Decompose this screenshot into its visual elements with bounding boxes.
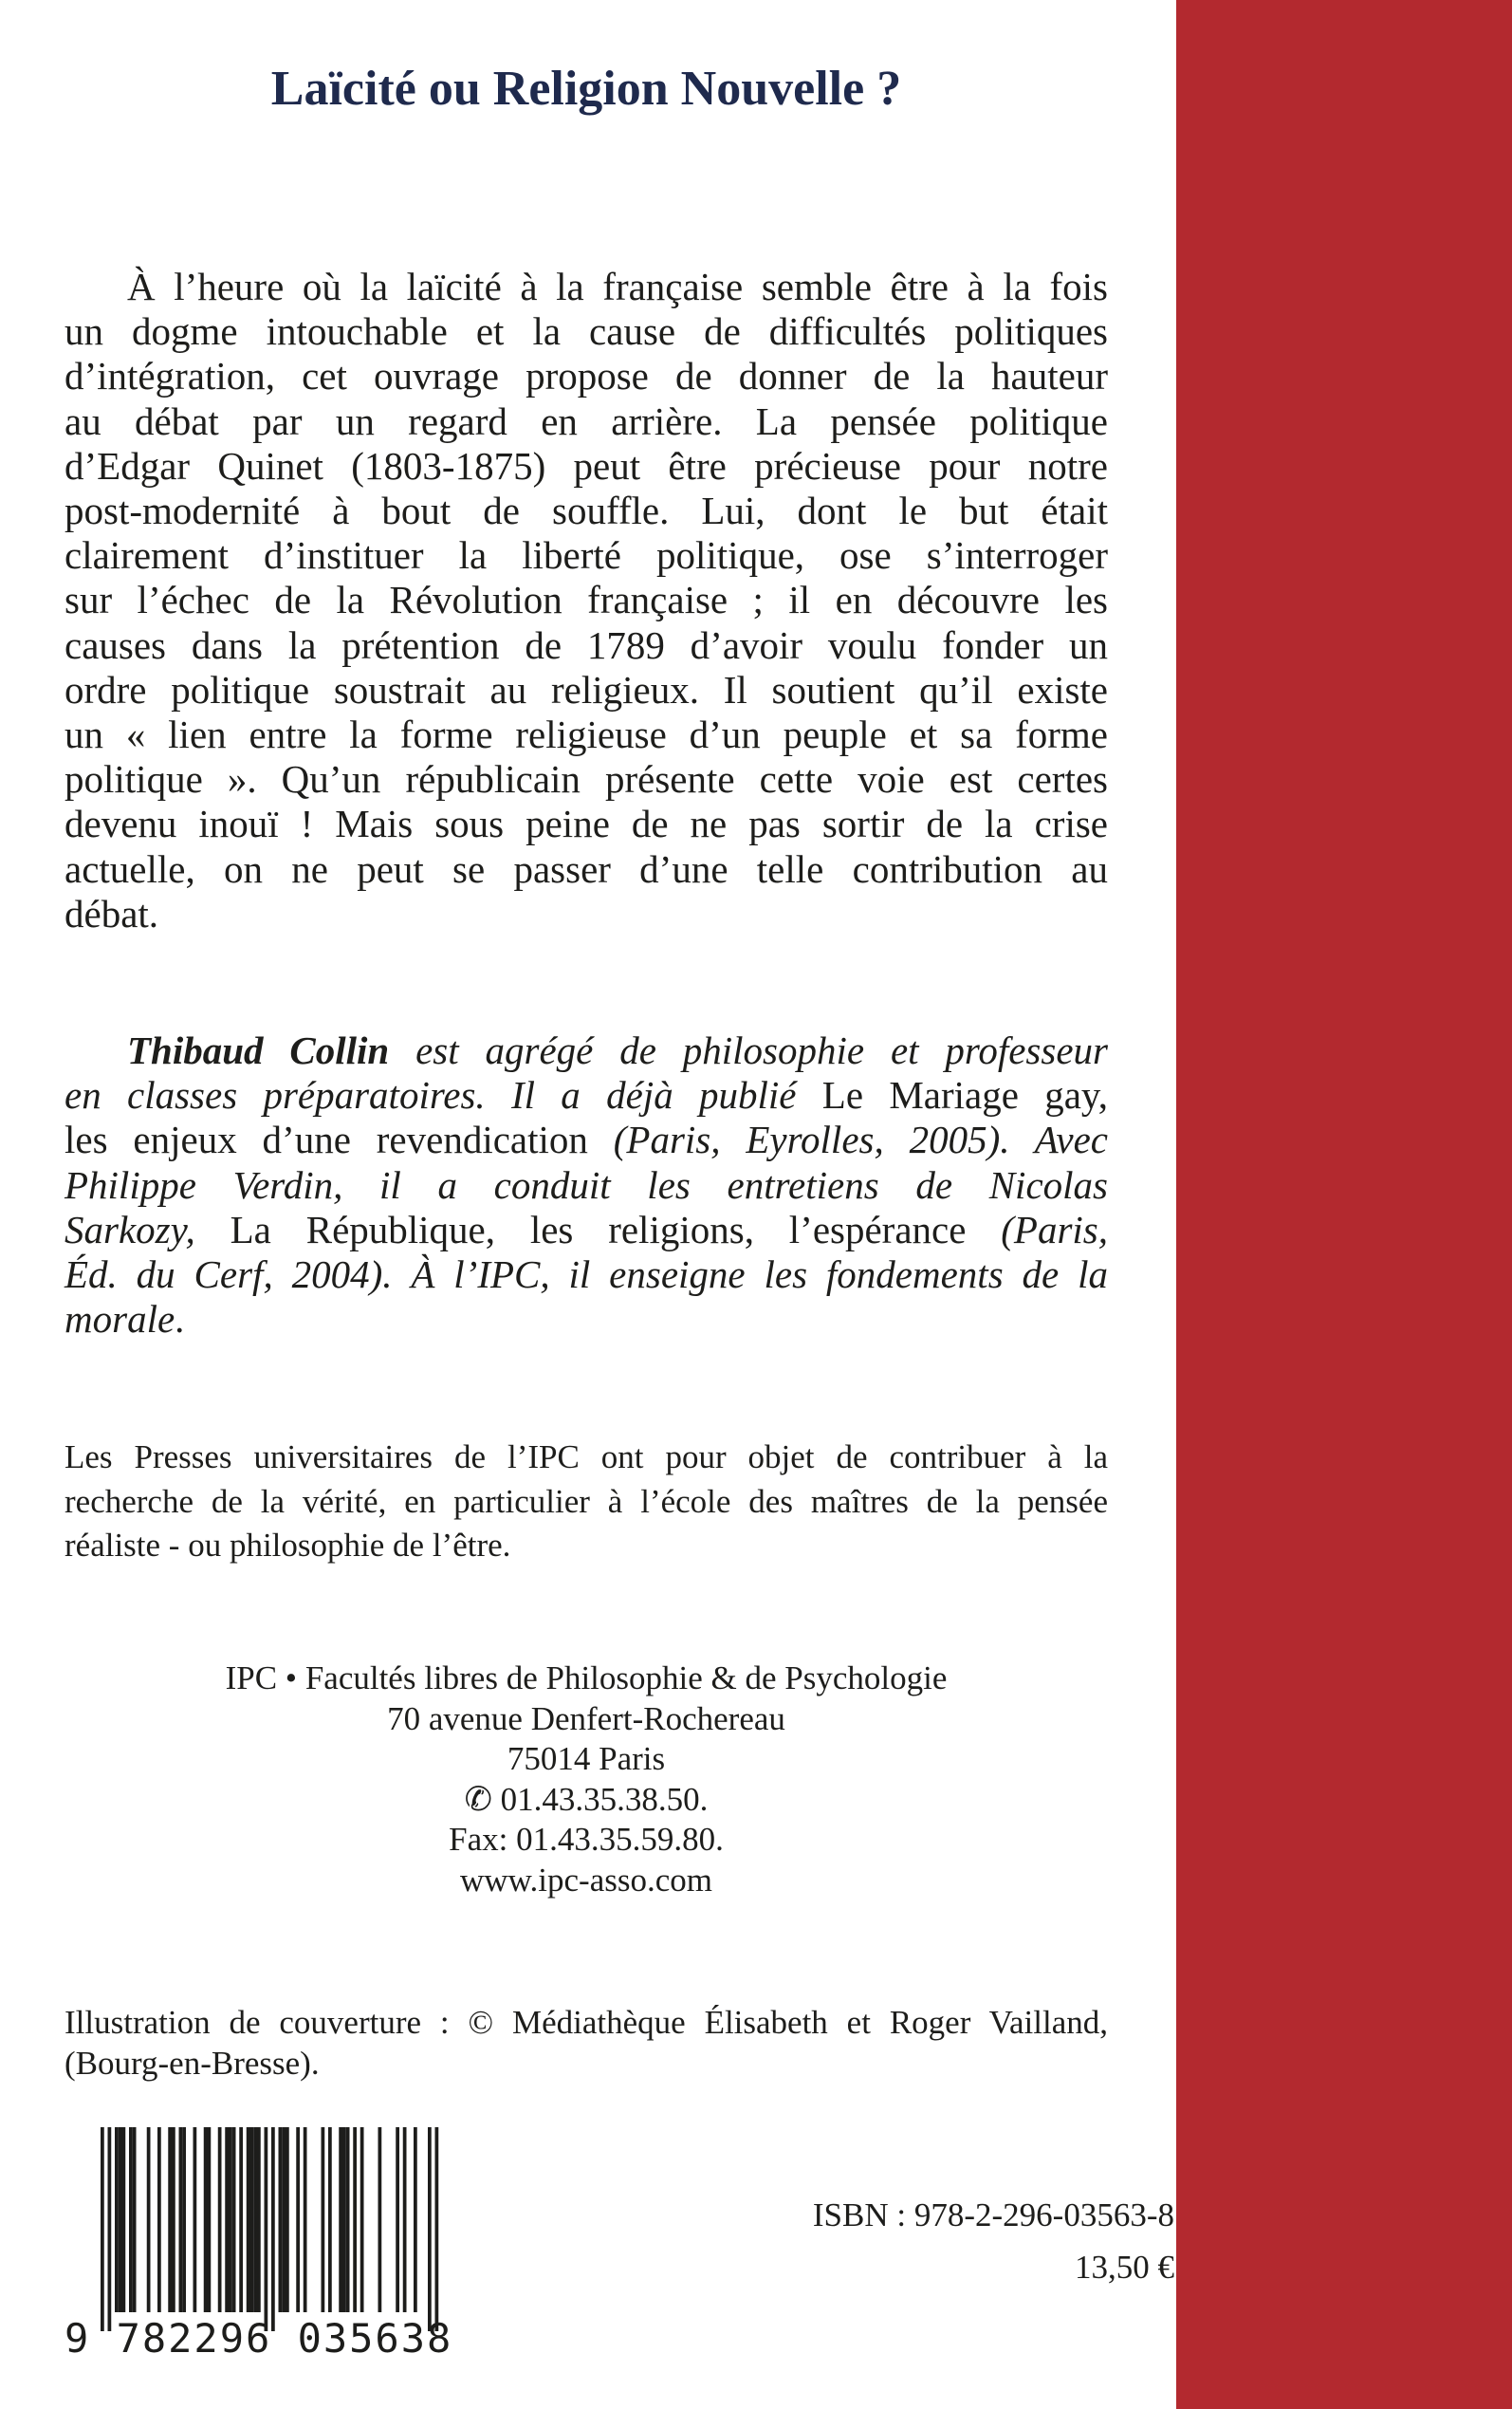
barcode-bar: [208, 2127, 212, 2312]
barcode: [65, 2127, 472, 2336]
barcode-bar: [279, 2127, 283, 2312]
institution-name: IPC • Facultés libres de Philosophie & de Psychologie: [225, 1659, 948, 1696]
barcode-bars: [65, 2127, 472, 2331]
barcode-bar: [239, 2127, 243, 2312]
description-line: débat.: [65, 891, 159, 936]
barcode-bar: [346, 2127, 350, 2312]
publisher-statement-line: réaliste - ou philosophie de l’être.: [65, 1527, 511, 1564]
publisher-statement-line: Les Presses universitaires de l’IPC ont pour objet de contribuer à la: [65, 1438, 1108, 1475]
author-bio-line: les enjeux d’une revendication (Paris, Eyrolles, 2005). Avec: [65, 1118, 1108, 1162]
barcode-bar: [119, 2127, 122, 2312]
barcode-bar: [115, 2127, 119, 2312]
barcode-bar: [232, 2127, 236, 2312]
barcode-bar: [101, 2127, 104, 2331]
fax-number: Fax: 01.43.35.59.80.: [449, 1821, 724, 1859]
barcode-bar: [403, 2127, 407, 2312]
illustration-credit: [65, 2002, 1108, 2084]
author-bio-line: en classes préparatoires. Il a déjà publié Le Mariage gay,: [65, 1073, 1108, 1118]
barcode-bar: [108, 2127, 112, 2331]
description-line: clairement d’instituer la liberté politique, ose s’interroger: [65, 533, 1108, 578]
website: www.ipc-asso.com: [459, 1861, 712, 1899]
barcode-bar: [342, 2127, 346, 2312]
barcode-bar: [265, 2127, 268, 2331]
description-line: devenu inouï ! Mais sous peine de ne pas sortir de la crise: [65, 802, 1108, 846]
barcode-bar: [286, 2127, 289, 2312]
author-bio-line: Éd. du Cerf, 2004). À l’IPC, il enseigne les fondements de la: [65, 1252, 1108, 1297]
book-title: Laïcité ou Religion Nouvelle ?: [270, 62, 902, 116]
barcode-bar: [339, 2127, 342, 2312]
description-line: causes dans la prétention de 1789 d’avoir voulu fonder un: [65, 622, 1108, 667]
description-line: d’Edgar Quinet (1803-1875) peut être précieuse pour notre: [65, 443, 1108, 488]
barcode-bar: [378, 2127, 382, 2312]
barcode-bar: [218, 2127, 222, 2312]
barcode-bar: [396, 2127, 399, 2312]
author-bio: [65, 1028, 1108, 1342]
barcode-bar: [360, 2127, 364, 2312]
author-name: Thibaud Collin: [127, 1028, 390, 1072]
author-bio-line: morale.: [65, 1297, 185, 1342]
publisher-address: [65, 1659, 1108, 1901]
barcode-bar: [122, 2127, 126, 2312]
barcode-bar: [328, 2127, 332, 2312]
description-line: ordre politique soustrait au religieux. Il soutient qu’il existe: [65, 667, 1108, 712]
book-description: [65, 265, 1108, 936]
description-line: un dogme intouchable et la cause de difficultés politiques: [65, 309, 1108, 354]
barcode-bar: [271, 2127, 275, 2331]
barcode-bar: [157, 2127, 161, 2312]
barcode-bar: [225, 2127, 229, 2312]
barcode-bar: [304, 2127, 307, 2312]
barcode-bar: [133, 2127, 137, 2312]
barcode-bar: [428, 2127, 432, 2331]
description-line: actuelle, on ne peut se passer d’une telle contribution au: [65, 846, 1108, 891]
barcode-bar: [322, 2127, 325, 2312]
barcode-bar: [257, 2127, 261, 2312]
illustration-credit-line: Illustration de couverture : © Médiathèque Élisabeth et Roger Vailland,: [65, 2004, 1108, 2041]
description-line: À l’heure où la laïcité à la française semble être à la fois: [127, 265, 1108, 308]
barcode-bar: [194, 2127, 197, 2312]
description-line: sur l’échec de la Révolution française ; il en découvre les: [65, 578, 1108, 622]
phone-number: ✆ 01.43.35.38.50.: [464, 1780, 709, 1818]
barcode-bar: [172, 2127, 175, 2312]
author-bio-line: Sarkozy, La République, les religions, l’espérance (Paris,: [65, 1207, 1109, 1251]
author-bio-line: Philippe Verdin, il a conduit les entretiens de Nicolas: [65, 1162, 1108, 1207]
description-line: d’intégration, cet ouvrage propose de donner de la hauteur: [65, 354, 1108, 398]
city: 75014 Paris: [507, 1740, 666, 1778]
publisher-statement: [65, 1436, 1108, 1568]
illustration-credit-line: (Bourg-en-Bresse).: [65, 2045, 320, 2082]
barcode-bar: [168, 2127, 172, 2312]
description-line: au débat par un regard en arrière. La pensée politique: [65, 398, 1108, 443]
author-bio-line: Thibaud Collin est agrégé de philosophie et professeur: [127, 1028, 1108, 1072]
barcode-bar: [296, 2127, 300, 2312]
barcode-bar: [182, 2127, 186, 2312]
barcode-bar: [247, 2127, 250, 2312]
barcode-bar: [414, 2127, 417, 2312]
price: 13,50 €: [1075, 2249, 1174, 2286]
barcode-bar: [179, 2127, 183, 2312]
barcode-digits: 9 782296 035638: [65, 2315, 453, 2362]
barcode-bar: [250, 2127, 254, 2312]
red-accent-band: [1176, 0, 1512, 2409]
publisher-statement-line: recherche de la vérité, en particulier à l’école des maîtres de la pensée: [65, 1482, 1108, 1520]
description-line: politique ». Qu’un républicain présente cette voie est certes: [65, 757, 1108, 802]
barcode-bar: [253, 2127, 257, 2312]
barcode-bar: [282, 2127, 286, 2312]
description-line: un « lien entre la forme religieuse d’un peuple et sa forme: [65, 713, 1108, 757]
description-line: post-modernité à bout de souffle. Lui, dont le but était: [65, 489, 1108, 533]
barcode-bar: [129, 2127, 133, 2312]
barcode-bar: [229, 2127, 232, 2312]
barcode-bar: [147, 2127, 151, 2312]
barcode-bar: [204, 2127, 208, 2312]
street-address: 70 avenue Denfert-Rochereau: [387, 1699, 785, 1737]
book-title-1-cont: les enjeux d’une revendication: [65, 1118, 588, 1162]
barcode-bar: [353, 2127, 357, 2312]
isbn: ISBN : 978-2-296-03563-8: [812, 2196, 1174, 2233]
barcode-bar: [435, 2127, 439, 2331]
book-title-2: La République, les religions, l’espérance: [230, 1207, 967, 1251]
book-title-1: Le Mariage gay,: [821, 1073, 1108, 1118]
